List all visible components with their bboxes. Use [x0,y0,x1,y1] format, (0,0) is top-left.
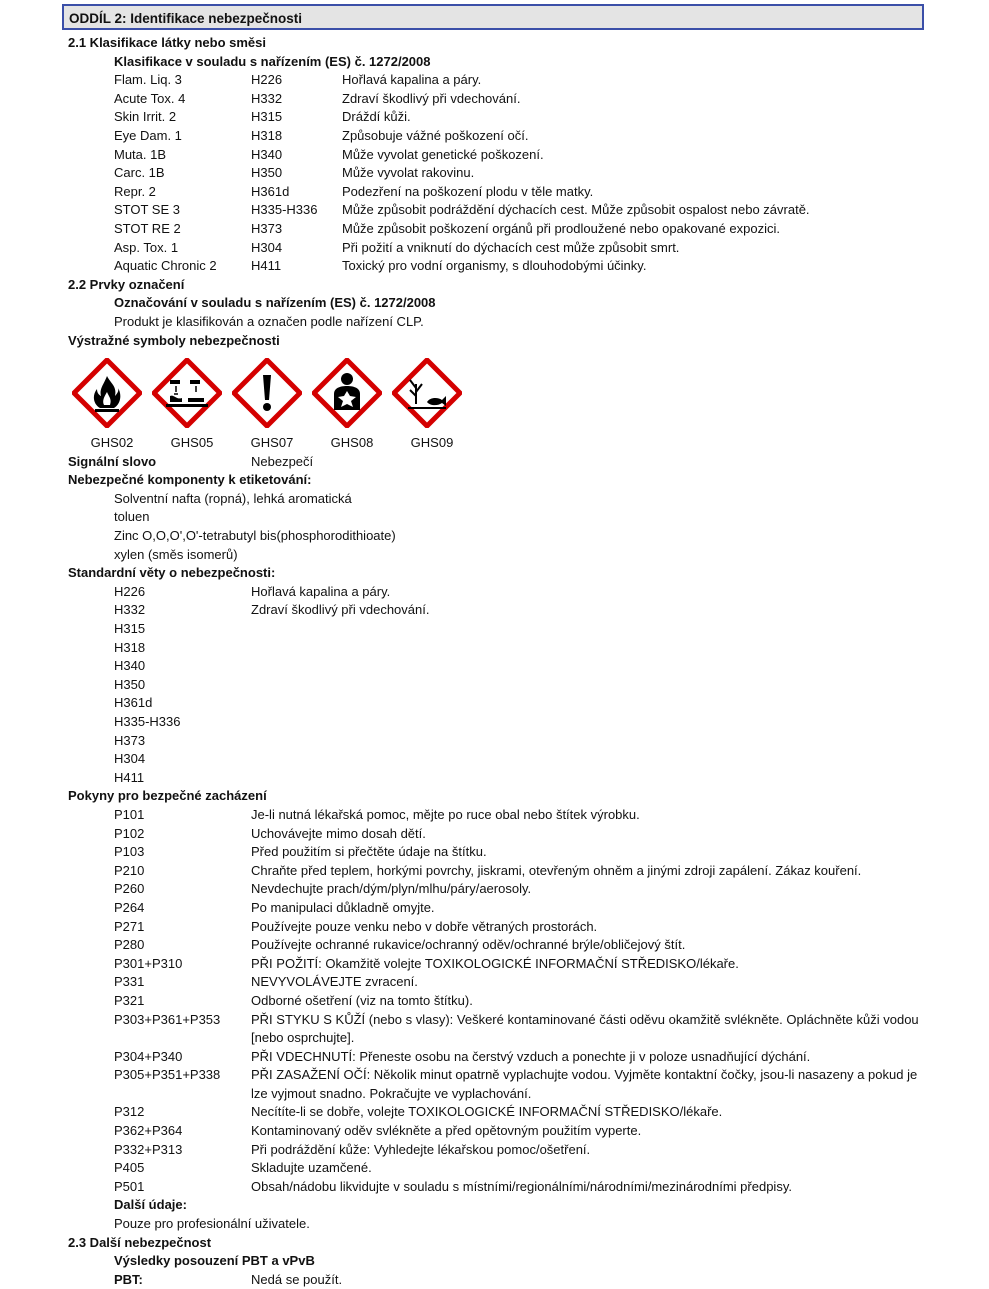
h-text [251,769,928,788]
pictogram-labels [72,434,928,453]
hazard-text: Může způsobit podráždění dýchacích cest. Může způsobit ospalost nebo závratě. [342,202,810,218]
h-text: Zdraví škodlivý při vdechování. [251,602,430,618]
h-code: H226 [114,583,146,599]
signal-word-row [68,453,928,472]
h-code: H332 [114,602,146,618]
signal-word-value: Nebezpečí [251,453,314,469]
p-code: P331 [114,974,145,990]
p-code: P102 [114,825,145,841]
p-statement-row [114,1103,928,1122]
health-hazard-icon [312,358,392,428]
p-text: NEVYVOLÁVEJTE zvracení. [251,974,418,990]
p-statement-row [114,1048,928,1067]
p-text: Před použitím si přečtěte údaje na štítku. [251,844,487,860]
h-code: H373 [114,732,146,748]
component-item: Zinc O,O,O',O'-tetrabutyl bis(phosphorodithioate) [114,528,396,544]
classification-row [114,71,928,90]
p-text: Obsah/nádobu likvidujte v souladu s místními/regionálními/národními/mezinárodními předpisy. [251,1178,792,1194]
classification-row [114,257,928,276]
hazard-code: H411 [251,258,282,274]
p-statement-row [114,1122,928,1141]
classification-row [114,201,928,220]
p-code: P304+P340 [114,1048,183,1064]
component-item: Solventní nafta (ropná), lehká aromatická [114,490,352,506]
corrosion-icon [152,358,232,428]
p-text: Po manipulaci důkladně omyjte. [251,899,435,915]
classification-row [114,146,928,165]
hazard-code: H335-H336 [251,202,318,218]
components-heading: Nebezpečné komponenty k etiketování: [68,472,312,488]
hazard-class: STOT SE 3 [114,202,180,218]
h-statement-row [114,601,928,620]
hazard-class: Asp. Tox. 1 [114,239,179,255]
hazard-text: Podezření na poškození plodu v těle matky. [342,183,594,199]
flame-icon [72,358,152,428]
p-statement-row [114,1011,928,1048]
p-code: P101 [114,806,145,822]
hazard-code: H226 [251,72,283,88]
p-statement-row [114,1178,928,1197]
classification-row [114,239,928,258]
h-code: H340 [114,658,146,674]
p-text: PŘI VDECHNUTÍ: Přeneste osobu na čerstvý vzduch a ponechte ji v poloze usnadňující dýchání. [251,1048,811,1064]
p-statement-row [114,1141,928,1160]
hazard-text: Způsobuje vážné poškození očí. [342,127,529,143]
extra-info-label: Další údaje: [114,1197,187,1213]
h-statement-row [114,750,928,769]
h-text [251,694,928,713]
hazard-code: H318 [251,127,283,143]
p-text: Skladujte uzamčené. [251,1160,372,1176]
p-statement-row [114,825,928,844]
s22-note: Produkt je klasifikován a označen podle nařízení CLP. [114,313,424,329]
hazard-text: Toxický pro vodní organismy, s dlouhodobými účinky. [342,258,647,274]
pictograms-heading: Výstražné symboly nebezpečnosti [68,332,280,348]
p-code: P301+P310 [114,955,183,971]
p-statement-row [114,955,928,974]
h-statements-list [68,583,928,788]
s22-heading: 2.2 Prvky označení [68,276,185,292]
p-statement-row [114,806,928,825]
pictogram-label: GHS08 [330,435,374,451]
hazard-code: H350 [251,165,283,181]
pbt-label: PBT: [114,1271,143,1287]
pictogram-label: GHS02 [90,435,134,451]
h-text [251,676,928,695]
hazard-code: H361d [251,183,290,199]
components-list [68,490,928,564]
h-statement-row [114,694,928,713]
h-code: H304 [114,751,146,767]
h-statements-heading: Standardní věty o nebezpečnosti: [68,565,276,581]
p-statement-row [114,862,928,881]
p-code: P271 [114,918,145,934]
hazard-code: H340 [251,146,283,162]
p-text: Používejte ochranné rukavice/ochranný oděv/ochranné brýle/obličejový štít. [251,937,686,953]
p-text: Nevdechujte prach/dým/plyn/mlhu/páry/aerosoly. [251,881,532,897]
hazard-class: Carc. 1B [114,165,165,181]
s23-subheading: Výsledky posouzení PBT a vPvB [114,1253,315,1269]
p-statement-row [114,936,928,955]
hazard-text: Dráždí kůži. [342,109,411,125]
p-text: Používejte pouze venku nebo v dobře větraných prostorách. [251,918,598,934]
pictogram-label: GHS09 [410,435,454,451]
p-code: P321 [114,992,145,1008]
hazard-text: Při požití a vniknutí do dýchacích cest může způsobit smrt. [342,239,680,255]
hazard-code: H315 [251,109,283,125]
hazard-class: Aquatic Chronic 2 [114,258,217,274]
hazard-text: Zdraví škodlivý při vdechování. [342,90,521,106]
classification-row [114,90,928,109]
h-code: H411 [114,769,145,785]
p-code: P264 [114,899,145,915]
environment-icon [392,358,472,428]
h-statement-row [114,583,928,602]
hazard-code: H304 [251,239,283,255]
p-statement-row [114,843,928,862]
p-code: P305+P351+P338 [114,1067,221,1083]
p-code: P210 [114,862,145,878]
p-code: P260 [114,881,145,897]
section-content [68,34,928,1289]
s22-subheading: Označování v souladu s nařízením (ES) č. 1272/2008 [114,295,436,311]
hazard-class: Eye Dam. 1 [114,127,182,143]
p-code: P332+P313 [114,1141,183,1157]
p-text: Je-li nutná lékařská pomoc, mějte po ruce obal nebo štítek výrobku. [251,806,640,822]
hazard-text: Může vyvolat rakovinu. [342,165,475,181]
h-statement-row [114,769,928,788]
classification-row [114,183,928,202]
hazard-class: Muta. 1B [114,146,167,162]
p-code: P405 [114,1160,145,1176]
p-statement-row [114,899,928,918]
s21-heading: 2.1 Klasifikace látky nebo směsi [68,35,266,50]
h-text: Hořlavá kapalina a páry. [251,583,391,599]
classification-list [68,71,928,276]
h-code: H318 [114,639,146,655]
p-code: P312 [114,1104,145,1120]
h-text [251,620,928,639]
p-statements-list [68,806,928,1196]
hazard-text: Může vyvolat genetické poškození. [342,146,544,162]
p-statement-row [114,880,928,899]
component-item: xylen (směs isomerů) [114,546,238,562]
p-statement-row [114,992,928,1011]
p-statement-row [114,1066,928,1103]
p-statement-row [114,918,928,937]
h-statement-row [114,676,928,695]
signal-word-label: Signální slovo [68,453,157,469]
s21-subheading: Klasifikace v souladu s nařízením (ES) č. 1272/2008 [114,53,431,69]
h-code: H361d [114,695,153,711]
hazard-class: Skin Irrit. 2 [114,109,177,125]
p-code: P303+P361+P353 [114,1011,221,1027]
p-text: Chraňte před teplem, horkými povrchy, jiskrami, otevřeným ohněm a jinými zdroji zapálení. Zákaz kouření. [251,862,862,878]
p-text: Kontaminovaný oděv svlékněte a před opětovným použitím vyperte. [251,1123,642,1139]
p-statements-heading: Pokyny pro bezpečné zacházení [68,788,267,804]
p-code: P362+P364 [114,1123,183,1139]
p-statement-row [114,973,928,992]
h-text [251,657,928,676]
pictogram-label: GHS05 [170,435,214,451]
h-text [251,713,928,732]
p-text: PŘI STYKU S KŮŽÍ (nebo s vlasy): Veškeré kontaminované části oděvu okamžitě svlékněte. Opláchněte kůži vodou [nebo osprchujte]. [251,1011,919,1046]
hazard-class: STOT RE 2 [114,220,181,236]
s23-heading: 2.3 Další nebezpečnost [68,1234,212,1250]
pbt-value: Nedá se použít. [251,1271,343,1287]
h-statement-row [114,713,928,732]
p-text: Necítíte-li se dobře, volejte TOXIKOLOGICKÉ INFORMAČNÍ STŘEDISKO/lékaře. [251,1104,723,1120]
h-statement-row [114,639,928,658]
hazard-class: Acute Tox. 4 [114,90,186,106]
component-item: toluen [114,509,150,525]
pictogram-label: GHS07 [250,435,294,451]
section-header [62,4,924,30]
p-code: P501 [114,1178,145,1194]
p-text: Odborné ošetření (viz na tomto štítku). [251,992,473,1008]
h-code: H315 [114,621,146,637]
hazard-class: Flam. Liq. 3 [114,72,182,88]
classification-row [114,164,928,183]
p-text: PŘI POŽITÍ: Okamžitě volejte TOXIKOLOGICKÉ INFORMAČNÍ STŘEDISKO/lékaře. [251,955,739,971]
p-text: Při podráždění kůže: Vyhledejte lékařskou pomoc/ošetření. [251,1141,591,1157]
classification-row [114,220,928,239]
p-code: P280 [114,937,145,953]
h-statement-row [114,732,928,751]
h-statement-row [114,657,928,676]
classification-row [114,108,928,127]
h-text [251,732,928,751]
hazard-code: H373 [251,220,283,236]
hazard-text: Může způsobit poškození orgánů při prodloužené nebo opakované expozici. [342,220,780,236]
h-code: H350 [114,676,146,692]
p-code: P103 [114,844,145,860]
h-text [251,750,928,769]
p-text: Uchovávejte mimo dosah dětí. [251,825,426,841]
p-text: PŘI ZASAŽENÍ OČÍ: Několik minut opatrně vyplachujte vodou. Vyjměte kontaktní čočky, jsou-li nasazeny a pokud je lze vyjmout snadno. Pokračujte ve vyplachování. [251,1067,918,1101]
p-statement-row [114,1159,928,1178]
classification-row [114,127,928,146]
extra-info-text: Pouze pro profesionální uživatele. [114,1216,310,1232]
h-statement-row [114,620,928,639]
section-title: ODDÍL 2: Identifikace nebezpečnosti [69,11,303,26]
exclamation-icon [232,358,312,428]
h-code: H335-H336 [114,714,181,729]
pictogram-row [72,358,928,428]
h-text [251,639,928,658]
hazard-text: Hořlavá kapalina a páry. [342,72,482,88]
hazard-class: Repr. 2 [114,183,156,199]
hazard-code: H332 [251,90,283,106]
